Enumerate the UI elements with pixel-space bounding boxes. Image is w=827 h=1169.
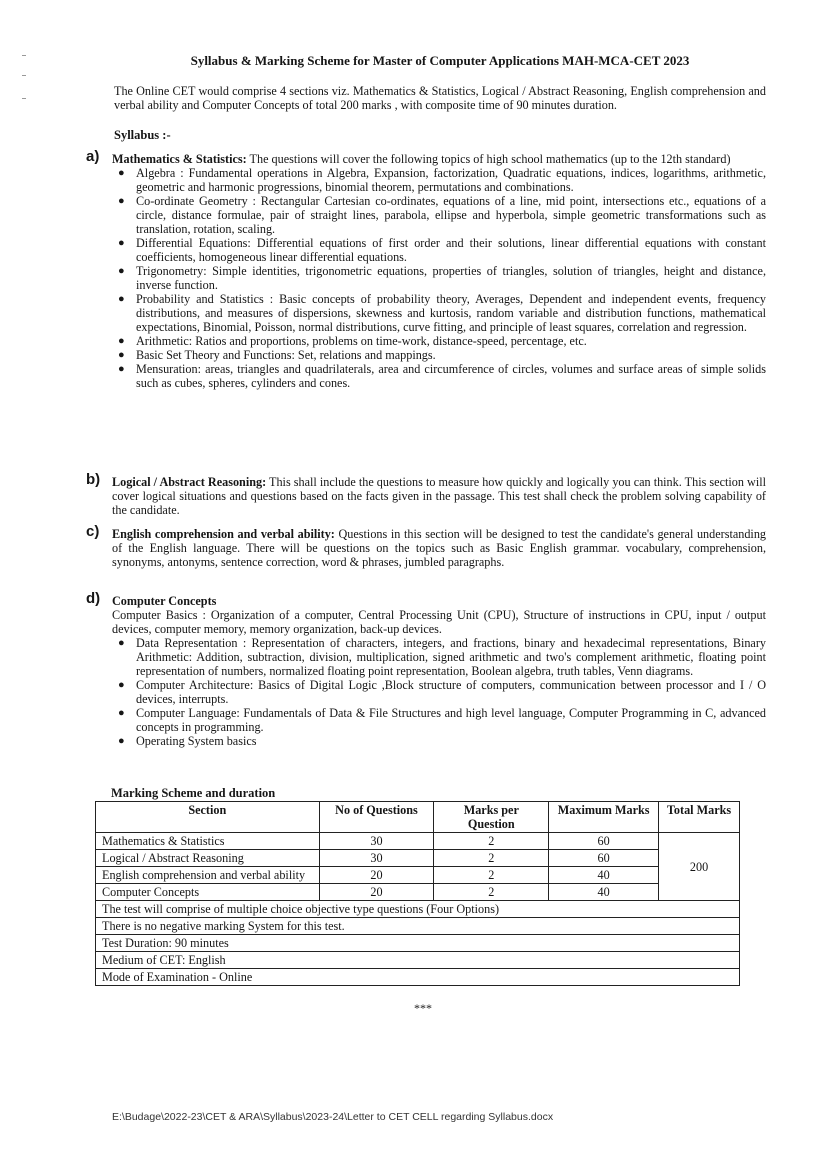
- bullet-icon: ●: [118, 363, 125, 375]
- table-cell: 30: [319, 833, 434, 850]
- section-text: Computer Basics : Organization of a computer, Central Processing Unit (CPU), Structure of instructions in CPU, input / output devices, computer memory, memory organization, back-up devices.: [112, 608, 766, 636]
- table-cell: 40: [549, 884, 659, 901]
- header-cell: No of Questions: [319, 802, 434, 833]
- list-item: [112, 706, 766, 734]
- list-item: [112, 636, 766, 678]
- list-item: [112, 194, 766, 236]
- page-title: Syllabus & Marking Scheme for Master of Computer Applications MAH-MCA-CET 2023: [190, 53, 690, 68]
- note-cell: The test will comprise of multiple choice objective type questions (Four Options): [96, 901, 740, 918]
- section-intro: [112, 152, 766, 166]
- list-item: [112, 334, 766, 348]
- section-logical-reasoning: [86, 471, 766, 517]
- list-item: [112, 348, 766, 362]
- table-cell: English comprehension and verbal ability: [96, 867, 320, 884]
- table-row: [96, 833, 740, 850]
- header-cell: Total Marks: [659, 802, 740, 833]
- section-mathematics: [86, 148, 766, 390]
- section-marker: c): [86, 523, 100, 540]
- list-item-text: Operating System basics: [136, 734, 257, 748]
- note-row: [96, 969, 740, 986]
- header-cell: Maximum Marks: [549, 802, 659, 833]
- marking-scheme-label: Marking Scheme and duration: [111, 786, 276, 800]
- table-cell: Mathematics & Statistics: [96, 833, 320, 850]
- list-item-text: Probability and Statistics : Basic concepts of probability theory, Averages, Dependent and independent events, frequency distributions, and measures of dispersions, skewness and kurtosis, random variable and distribution functions, mathematical expectations, Binomial, Poisson, normal distributions, curve fitting, and principle of least squares, correlation and regression.: [136, 292, 766, 334]
- syllabus-label: Syllabus :-: [114, 128, 171, 142]
- section-heading: English comprehension and verbal ability:: [112, 527, 335, 541]
- list-item: [112, 166, 766, 194]
- scan-mark: [22, 75, 26, 76]
- bullet-icon: ●: [118, 707, 125, 719]
- table-cell: 2: [434, 884, 549, 901]
- note-row: [96, 952, 740, 969]
- bullet-icon: ●: [118, 735, 125, 747]
- intro-paragraph: The Online CET would comprise 4 sections viz. Mathematics & Statistics, Logical / Abstract Reasoning, English comprehension and verbal ability and Computer Concepts of total 200 marks , with composite time of 90 minutes duration.: [114, 84, 766, 112]
- section-heading: Computer Concepts: [112, 594, 217, 608]
- list-item: [112, 236, 766, 264]
- list-item-text: Co-ordinate Geometry : Rectangular Cartesian co-ordinates, equations of a line, mid point, intersections etc., equations of a circle, distance formulae, pair of straight lines, parabola, ellipse and hyperbola, simple geometric transformations such as translation, rotation, scaling.: [136, 194, 766, 236]
- section-marker: d): [86, 590, 101, 607]
- marking-scheme-table: [95, 801, 740, 986]
- header-cell: Marks per Question: [434, 802, 549, 833]
- list-item-text: Algebra : Fundamental operations in Algebra, Expansion, factorization, Quadratic equations, indices, logarithms, arithmetic, geometric and harmonic progressions, binomial theorem, permutations and combinations.: [136, 166, 766, 194]
- section-marker: a): [86, 148, 100, 165]
- bullet-icon: ●: [118, 293, 125, 305]
- table-row: [96, 884, 740, 901]
- note-row: [96, 901, 740, 918]
- table-cell: 20: [319, 884, 434, 901]
- table-cell: 30: [319, 850, 434, 867]
- table-row: [96, 850, 740, 867]
- list-item: [112, 678, 766, 706]
- bullet-icon: ●: [118, 637, 125, 649]
- topic-list: [112, 636, 766, 748]
- table-cell: 2: [434, 833, 549, 850]
- table-cell: 2: [434, 850, 549, 867]
- header-cell: Section: [96, 802, 320, 833]
- list-item-text: Mensuration: areas, triangles and quadrilaterals, area and circumference of circles, volumes and surface areas of simple solids such as cubes, spheres, cylinders and cones.: [136, 362, 766, 390]
- section-computer-concepts: [86, 590, 766, 748]
- table-cell: Computer Concepts: [96, 884, 320, 901]
- section-text: This shall include the questions to measure how quickly and logically you can think. This section will cover logical situations and questions based on the facts given in the passage. This test shall check the problem solving capability of the candidate.: [112, 475, 766, 517]
- bullet-icon: ●: [118, 349, 125, 361]
- bullet-icon: ●: [118, 265, 125, 277]
- section-heading: Logical / Abstract Reasoning:: [112, 475, 267, 489]
- table-cell: 2: [434, 867, 549, 884]
- table-cell: 20: [319, 867, 434, 884]
- bullet-icon: ●: [118, 679, 125, 691]
- bullet-icon: ●: [118, 195, 125, 207]
- list-item: [112, 264, 766, 292]
- list-item: [112, 292, 766, 334]
- list-item-text: Data Representation : Representation of characters, integers, and fractions, binary and hexadecimal representations, Binary Arithmetic: Addition, subtraction, division, multiplication, signed arithmetic and two's complement arithmetic, floating point representation of numbers, normalized floating point representation, Boolean algebra, truth tables, Venn diagrams.: [136, 636, 766, 678]
- list-item-text: Differential Equations: Differential equations of first order and their solutions, linear differential equations with constant coefficients, homogeneous linear differential equations.: [136, 236, 766, 264]
- section-heading: Mathematics & Statistics:: [112, 152, 247, 166]
- total-marks-cell: 200: [659, 833, 740, 901]
- note-cell: Medium of CET: English: [96, 952, 740, 969]
- section-text: The questions will cover the following topics of high school mathematics (up to the 12th standard): [246, 152, 731, 166]
- list-item-text: Trigonometry: Simple identities, trigonometric equations, properties of triangles, solution of triangles, height and distance, inverse function.: [136, 264, 766, 292]
- note-cell: Test Duration: 90 minutes: [96, 935, 740, 952]
- section-text: Questions in this section will be designed to test the candidate's general understanding of the English language. There will be questions on the topics such as Basic English grammar. vocabulary, comprehension, synonyms, antonyms, sentence correction, word & phrases, jumbled paragraphs.: [112, 527, 767, 569]
- table-row: [96, 867, 740, 884]
- scan-mark: [22, 98, 26, 99]
- table-cell: Logical / Abstract Reasoning: [96, 850, 320, 867]
- file-path-footer: E:\Budage\2022-23\CET & ARA\Syllabus\2023-24\Letter to CET CELL regarding Syllabus.docx: [112, 1111, 554, 1123]
- note-cell: Mode of Examination - Online: [96, 969, 740, 986]
- scan-mark: [22, 55, 26, 56]
- table-cell: 60: [549, 833, 659, 850]
- bullet-icon: ●: [118, 167, 125, 179]
- note-cell: There is no negative marking System for this test.: [96, 918, 740, 935]
- table-cell: 60: [549, 850, 659, 867]
- list-item-text: Computer Language: Fundamentals of Data & File Structures and high level language, Computer Programming in C, advanced concepts in programming.: [136, 706, 766, 734]
- note-row: [96, 935, 740, 952]
- bullet-icon: ●: [118, 335, 125, 347]
- end-mark: ***: [414, 1001, 432, 1015]
- list-item-text: Computer Architecture: Basics of Digital Logic ,Block structure of computers, communication between processor and I / O devices, interrupts.: [136, 678, 766, 706]
- topic-list: [112, 166, 766, 390]
- list-item-text: Basic Set Theory and Functions: Set, relations and mappings.: [136, 348, 436, 362]
- list-item: [112, 734, 766, 748]
- table-header-row: [96, 802, 740, 833]
- section-english: [86, 523, 767, 569]
- note-row: [96, 918, 740, 935]
- bullet-icon: ●: [118, 237, 125, 249]
- list-item-text: Arithmetic: Ratios and proportions, problems on time-work, distance-speed, percentage, etc.: [136, 334, 587, 348]
- section-marker: b): [86, 471, 101, 488]
- list-item: [112, 362, 766, 390]
- table-cell: 40: [549, 867, 659, 884]
